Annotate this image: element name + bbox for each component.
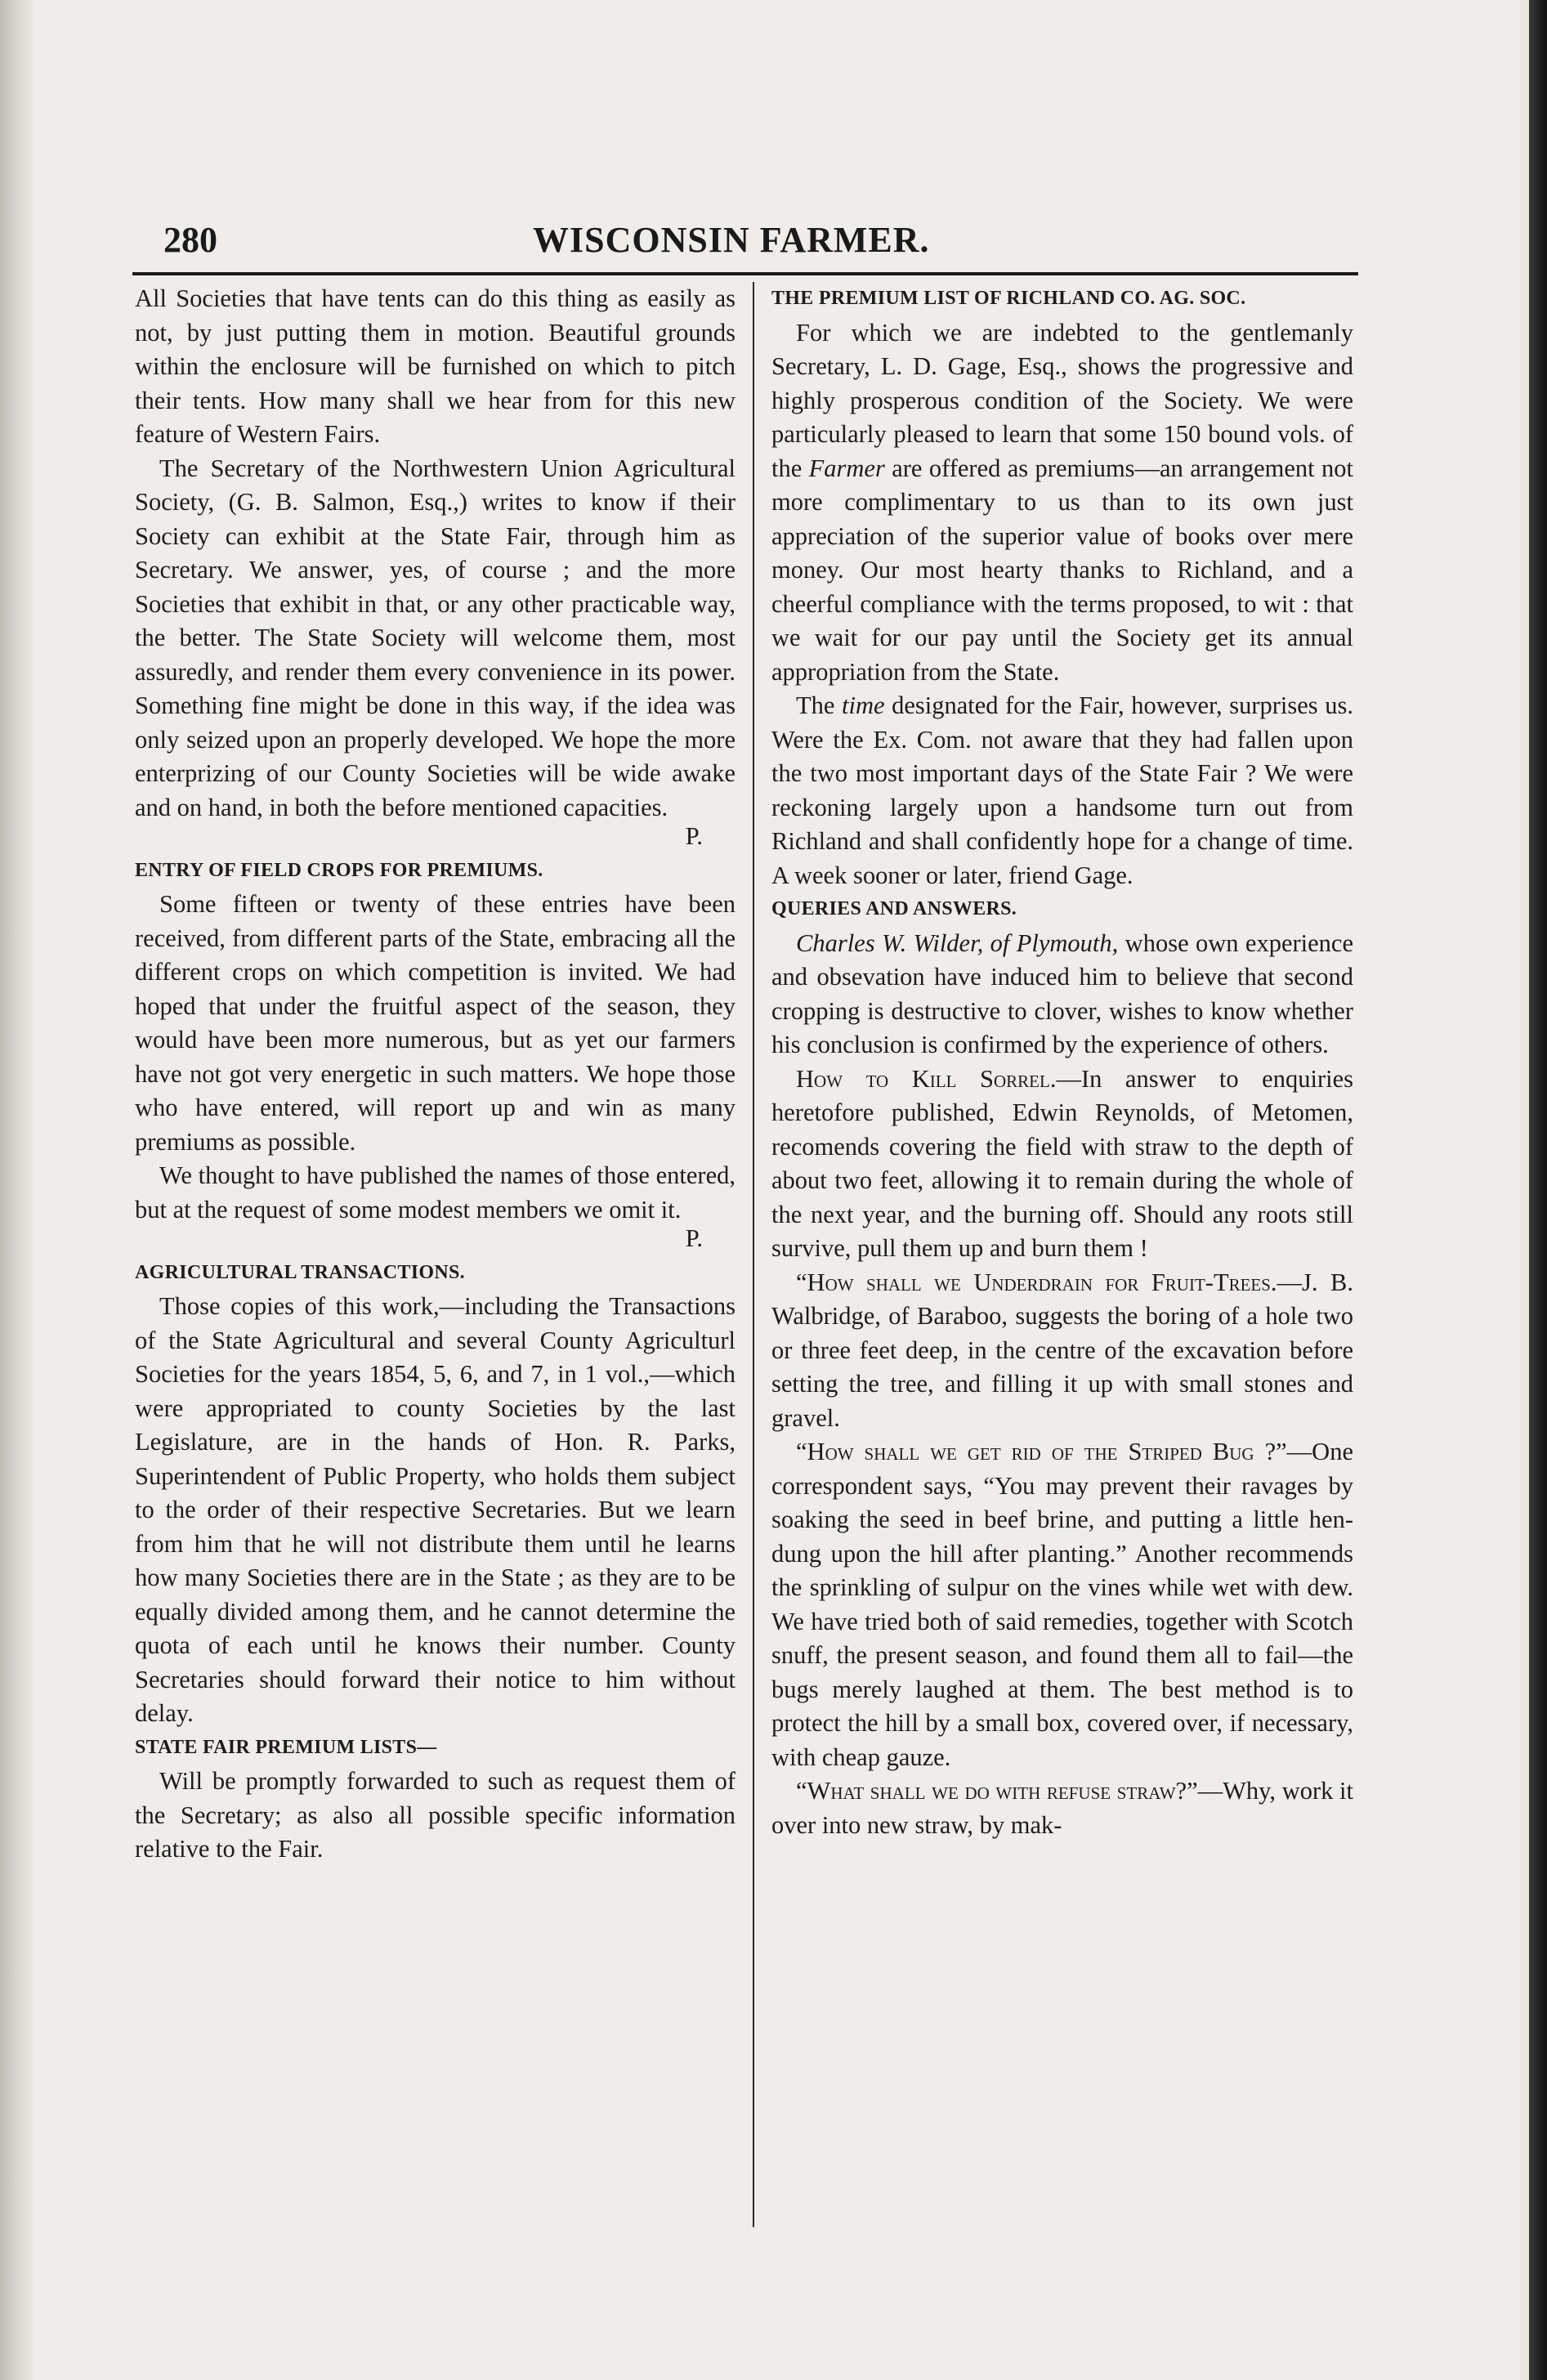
small-caps-text: “What shall we do with refuse straw?”: [796, 1777, 1198, 1805]
scan-left-edge: [0, 0, 33, 2380]
paragraph: Charles W. Wilder, of Plymouth, whose own experience and obsevation have induced him to believe that second cropping is destructive to clover, wishes to know whether his conclusion is confirmed by the experience of others.: [771, 928, 1354, 1058]
scan-right-edge: [1529, 0, 1547, 2380]
small-caps-text: How to Kill Sorrel.: [796, 1064, 1057, 1093]
section-heading: STATE FAIR PREMIUM LISTS—: [135, 1736, 437, 1758]
signature: P.: [685, 1224, 703, 1252]
italic-text: Farmer: [808, 454, 885, 482]
right-column: [771, 282, 1353, 1842]
running-title: WISCONSIN FARMER.: [533, 220, 930, 260]
small-caps-text: “How shall we Underdrain for Fruit-Trees.: [796, 1268, 1277, 1296]
paragraph: The time designated for the Fair, however, surprises us. Were the Ex. Com. not aware that they had fallen upon the two most important days of the State Fair ? We were reckoning largely upon a handsome turn out from Richland and shall confidently hope for a change of time. A week sooner or later, friend Gage.: [771, 691, 1353, 889]
paragraph: All Societies that have tents can do this thing as easily as not, by just putting them in motion. Beautiful grounds within the enclosure will be furnished on which to pitch their tents. How many shall we hear from for this new feature of Western Fairs.: [135, 284, 735, 448]
section-heading: THE PREMIUM LIST OF RICHLAND CO. AG. SOC.: [771, 288, 1246, 309]
paragraph: We thought to have published the names of those entered, but at the request of some modest members we omit it.: [135, 1161, 735, 1224]
page-header: [132, 219, 1358, 271]
paragraph: The Secretary of the Northwestern Union Agricultural Society, (G. B. Salmon, Esq.,) writes to know if their Society can exhibit at the State Fair, through him as Secretary. We answer, yes, of course ; and the more Societies that exhibit in that, or any other practicable way, the better. The State Society will welcome them, most assuredly, and render them every convenience in its power. Something fine might be done in this way, if the idea was only seized upon an properly developed. We hope the more enterprizing of our County Societies will be wide awake and on hand, in both the before mentioned capacities.: [135, 454, 735, 821]
paragraph: For which we are indebted to the gentlemanly Secretary, L. D. Gage, Esq., shows the progressive and highly prosperous condition of the Society. We were particularly pleased to learn that some 150 bound vols. of the Farmer are offered as premiums—an arrangement not more complimentary to us than to its own just appreciation of the superior value of books over mere money. Our most hearty thanks to Richland, and a cheerful compliance with the terms proposed, to wit : that we wait for our pay until the Society get its annual appropriation from the State.: [771, 318, 1353, 686]
paragraph: “How shall we Underdrain for Fruit-Trees.—J. B. Walbridge, of Baraboo, suggests the boring of a hole two or three feet deep, in the centre of the excavation before setting the tree, and filling it up with small stones and gravel.: [771, 1268, 1353, 1432]
header-rule: [132, 272, 1358, 275]
paragraph: Those copies of this work,—including the Transactions of the State Agricultural and several County Agriculturl Societies for the years 1854, 5, 6, and 7, in 1 vol.,—which were appropriated to county Societies by the last Legislature, are in the hands of Hon. R. Parks, Superintendent of Public Property, who holds them subject to the order of their respective Secretaries. But we learn from him that he will not distribute them until he learns how many Societies there are in the State ; as they are to be equally divided among them, and he cannot determine the quota of each until he knows their number. County Secretaries should forward their notice to him without delay.: [135, 1292, 735, 1727]
paragraph: Will be promptly forwarded to such as request them of the Secretary; as also all possible specific information relative to the Fair.: [135, 1767, 735, 1863]
small-caps-text: “How shall we get rid of the Striped Bug ?”: [796, 1438, 1287, 1465]
paragraph: Some fifteen or twenty of these entries have been received, from different parts of the State, embracing all the different crops on which competition is invited. We had hoped that under the fruitful aspect of the season, they would have been more numerous, but as yet our farmers have not got very energetic in such matters. We hope those who have entered, will report up and win as many premiums as possible.: [135, 890, 735, 1156]
paragraph: “What shall we do with refuse straw?”—Why, work it over into new straw, by mak-: [771, 1777, 1353, 1839]
signature: P.: [685, 822, 703, 850]
section-heading: QUERIES AND ANSWERS.: [771, 898, 1017, 919]
paragraph: How to Kill Sorrel.—In answer to enquiries heretofore published, Edwin Reynolds, of Metomen, recomends covering the field with straw to the depth of about two feet, allowing it to remain during the whole of the next year, and the burning off. Should any roots still survive, pull them up and burn them !: [771, 1064, 1353, 1262]
column-divider: [753, 282, 754, 2227]
italic-text: time: [842, 691, 885, 719]
section-heading: AGRICULTURAL TRANSACTIONS.: [135, 1261, 465, 1283]
left-column: [135, 282, 735, 1867]
page-number: 280: [163, 220, 217, 260]
paragraph: “How shall we get rid of the Striped Bug ?”—One correspondent says, “You may prevent their ravages by soaking the seed in beef brine, and putting a little hen-dung upon the hill after planting.” Another recommends the sprinkling of sulpur on the vines while wet with dew. We have tried both of said remedies, together with Scotch snuff, the present season, and found them all to fail—the bugs merely laughed at them. The best method is to protect the hill by a small box, covered over, if necessary, with cheap gauze.: [771, 1438, 1353, 1771]
italic-text: Charles W. Wilder, of Plymouth,: [796, 928, 1119, 957]
section-heading: ENTRY OF FIELD CROPS FOR PREMIUMS.: [135, 859, 543, 881]
